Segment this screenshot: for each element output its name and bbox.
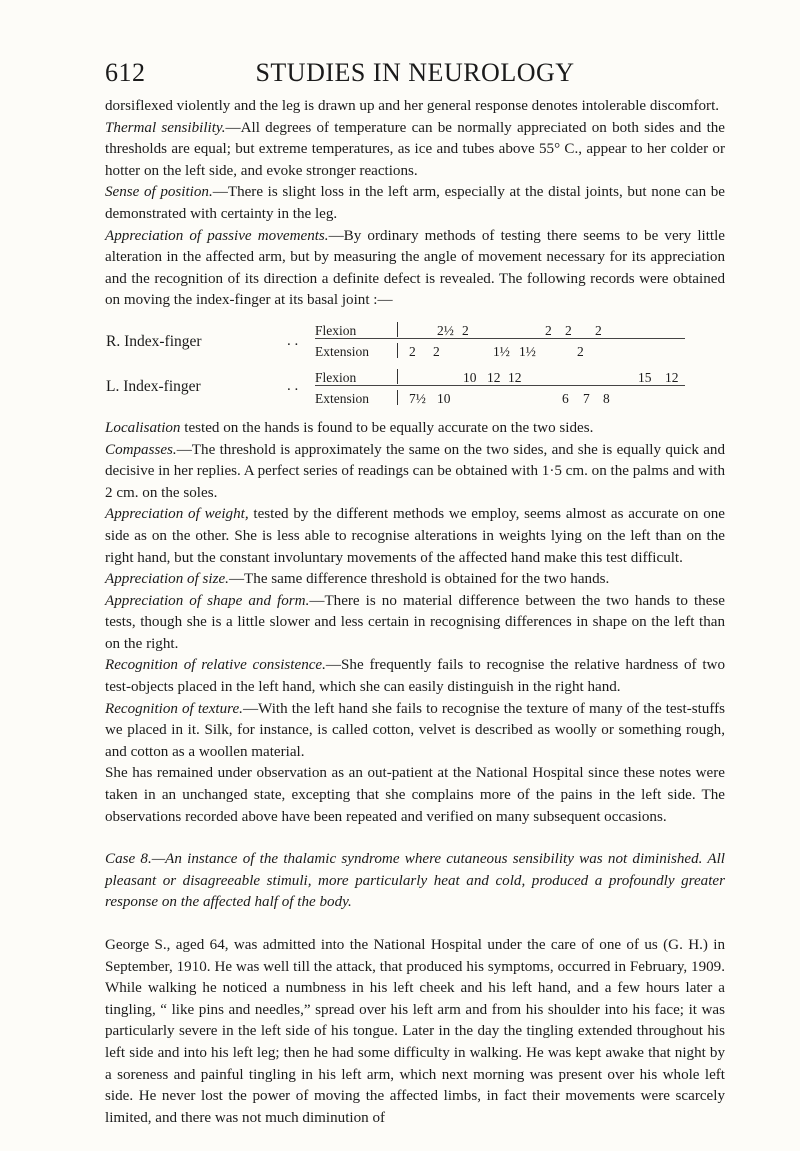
paragraph-observation: She has remained under observation as an out-patient at the National Hospital since these notes were taken in an unchanged state, excepting that she complains more of the pains in the left side. The observations recorded above have been repeated and verified on many subsequent occasions. <box>105 765 725 825</box>
heading-passive: Appreciation of passive movements. <box>105 227 329 244</box>
cell: 2 <box>595 322 602 338</box>
cell: 6 <box>562 390 569 406</box>
heading-position: Sense of position. <box>105 184 213 201</box>
cell: 12 <box>487 369 501 385</box>
heading-thermal: Thermal sensibility. <box>105 119 226 136</box>
paragraph-george: George S., aged 64, was admitted into the National Hospital under the care of one of us (G. H.) in September, 1910. He was well till the attack, that produced his symptoms, occurred in February, 1909. While walking he noticed a numbness in his left cheek and his left hand, and a few hours later a tingling, “ like pins and needles,” spread over his left arm and from his shoulder into his face; it was particularly severe in the left side of his tongue. Later in the day the tingling extended throughout his left side and into his left leg; then he had some difficulty in walking. He was kept awake that night by a soreness and painful tingling in his left arm, which next morning was present over his whole left side. He never lost the power of moving the affected limbs, in fact their movements were scarcely limited, and there was not much diminution of <box>105 937 725 1126</box>
cell: 2 <box>409 343 416 359</box>
r-extension-row <box>315 341 685 361</box>
row-name: Extension <box>315 390 369 406</box>
l-rule <box>315 385 685 386</box>
paragraph-consistence <box>105 655 725 698</box>
cell: 2 <box>433 343 440 359</box>
text-consistence: —She frequently fails to recognise the relative hardness of two test-objects placed in the left hand, which she can easily distinguish in the right hand. <box>105 657 726 696</box>
cell: 7½ <box>409 390 426 406</box>
cell: 8 <box>603 390 610 406</box>
text-compasses: —The threshold is approximately the same on the two sides, and she is equally quick and decisive in her replies. A perfect series of readings can be obtained with 1·5 cm. on the palms and with 2 cm. on the soles. <box>105 441 725 501</box>
paragraph-thermal <box>105 118 725 183</box>
paragraph-texture <box>105 699 725 764</box>
row-divider <box>397 322 398 337</box>
heading-case-8: Case 8. <box>105 851 152 868</box>
cell: 10 <box>463 369 477 385</box>
paragraph-passive <box>105 226 725 312</box>
text-position: —There is slight loss in the left arm, especially at the distal joints, but none can be demonstrated with certainty in the leg. <box>105 184 725 222</box>
cell: 10 <box>437 390 451 406</box>
page-body <box>105 96 725 1129</box>
row-name: Extension <box>315 343 369 359</box>
paragraph-shape <box>105 591 725 656</box>
row-name: Flexion <box>315 322 357 338</box>
r-rule <box>315 338 685 339</box>
cell: 2 <box>565 322 572 338</box>
cell: 15 <box>638 369 652 385</box>
cell: 2 <box>545 322 552 338</box>
text-texture: —With the left hand she fails to recognise the texture of many of the test-stuffs we placed in it. Silk, for instance, is called cotton, velvet is described as woolly or something rough, and cotton as a woollen material. <box>105 700 725 760</box>
heading-consistence: Recognition of relative consistence. <box>105 657 326 674</box>
l-index-label: L. Index-finger <box>106 377 201 395</box>
heading-localisation: Localisation <box>105 419 181 436</box>
text-size: —The same difference threshold is obtained for the two hands. <box>228 571 610 588</box>
page-number: 612 <box>105 58 146 87</box>
row-name: Flexion <box>315 369 357 385</box>
row-divider <box>397 343 398 358</box>
cell: 1½ <box>519 343 536 359</box>
l-dots: . . <box>287 377 299 394</box>
row-divider <box>397 390 398 405</box>
text-localisation: tested on the hands is found to be equally accurate on the two sides. <box>180 419 594 436</box>
text-case-8: —An instance of the thalamic syndrome where cutaneous sensibility was not diminished. All pleasant or disagreeable stimuli, more particularly heat and cold, produced a profoundly greater response on the affected half of the body. <box>105 851 726 911</box>
paragraph-compasses <box>105 440 725 505</box>
cell: 2 <box>462 322 469 338</box>
text-weight: tested by the different methods we employ, seems almost as accurate on one side as on the other. She is less able to recognise alterations in weights lying on the left than on the right hand, but the constant involuntary movements of the affected hand make this test difficult. <box>105 506 725 566</box>
cell: 12 <box>508 369 522 385</box>
heading-size: Appreciation of size. <box>105 571 229 588</box>
section-gap <box>105 914 725 935</box>
paragraph-weight <box>105 504 725 569</box>
paragraph-position <box>105 182 725 225</box>
heading-weight: Appreciation of weight, <box>105 506 249 523</box>
cell: 1½ <box>493 343 510 359</box>
heading-compasses: Compasses. <box>105 441 177 458</box>
row-divider <box>397 369 398 384</box>
section-gap <box>105 828 725 849</box>
paragraph-size <box>105 569 725 591</box>
r-dots: . . <box>287 332 299 349</box>
text-passive: —By ordinary methods of testing there seems to be very little alteration in the affected arm, but by measuring the angle of movement necessary for its appreciation and the recognition of its direction a definite defect is revealed. The following records were obtained on moving the index-finger at its basal joint :— <box>105 227 725 309</box>
finger-movement-table <box>105 318 725 410</box>
text-thermal: —All degrees of temperature can be normally appreciated on both sides and the thresholds are equal; but extreme temperatures, as ice and tubes above 55° C., appear to her colder or hotter on the left side, and evoke stronger reactions. <box>105 119 726 179</box>
heading-texture: Recognition of texture. <box>105 700 243 717</box>
r-index-label: R. Index-finger <box>106 332 202 350</box>
cell: 7 <box>583 390 590 406</box>
heading-shape: Appreciation of shape and form. <box>105 592 310 609</box>
r-flexion-row <box>315 320 685 340</box>
l-flexion-row <box>315 367 685 387</box>
l-extension-row <box>315 388 685 408</box>
paragraph-localisation <box>105 418 725 440</box>
cell: 12 <box>665 369 679 385</box>
text-shape: —There is no material difference between the two hands to these tests, though she is a little slower and less certain in recognising differences in shape on the left than on the right. <box>105 592 725 652</box>
paragraph-continuation: dorsiflexed violently and the leg is drawn up and her general response denotes intolerable discomfort. <box>105 98 720 114</box>
cell: 2½ <box>437 322 454 338</box>
paragraph-case-8 <box>105 849 725 914</box>
running-title: STUDIES IN NEUROLOGY <box>255 58 575 87</box>
cell: 2 <box>577 343 584 359</box>
